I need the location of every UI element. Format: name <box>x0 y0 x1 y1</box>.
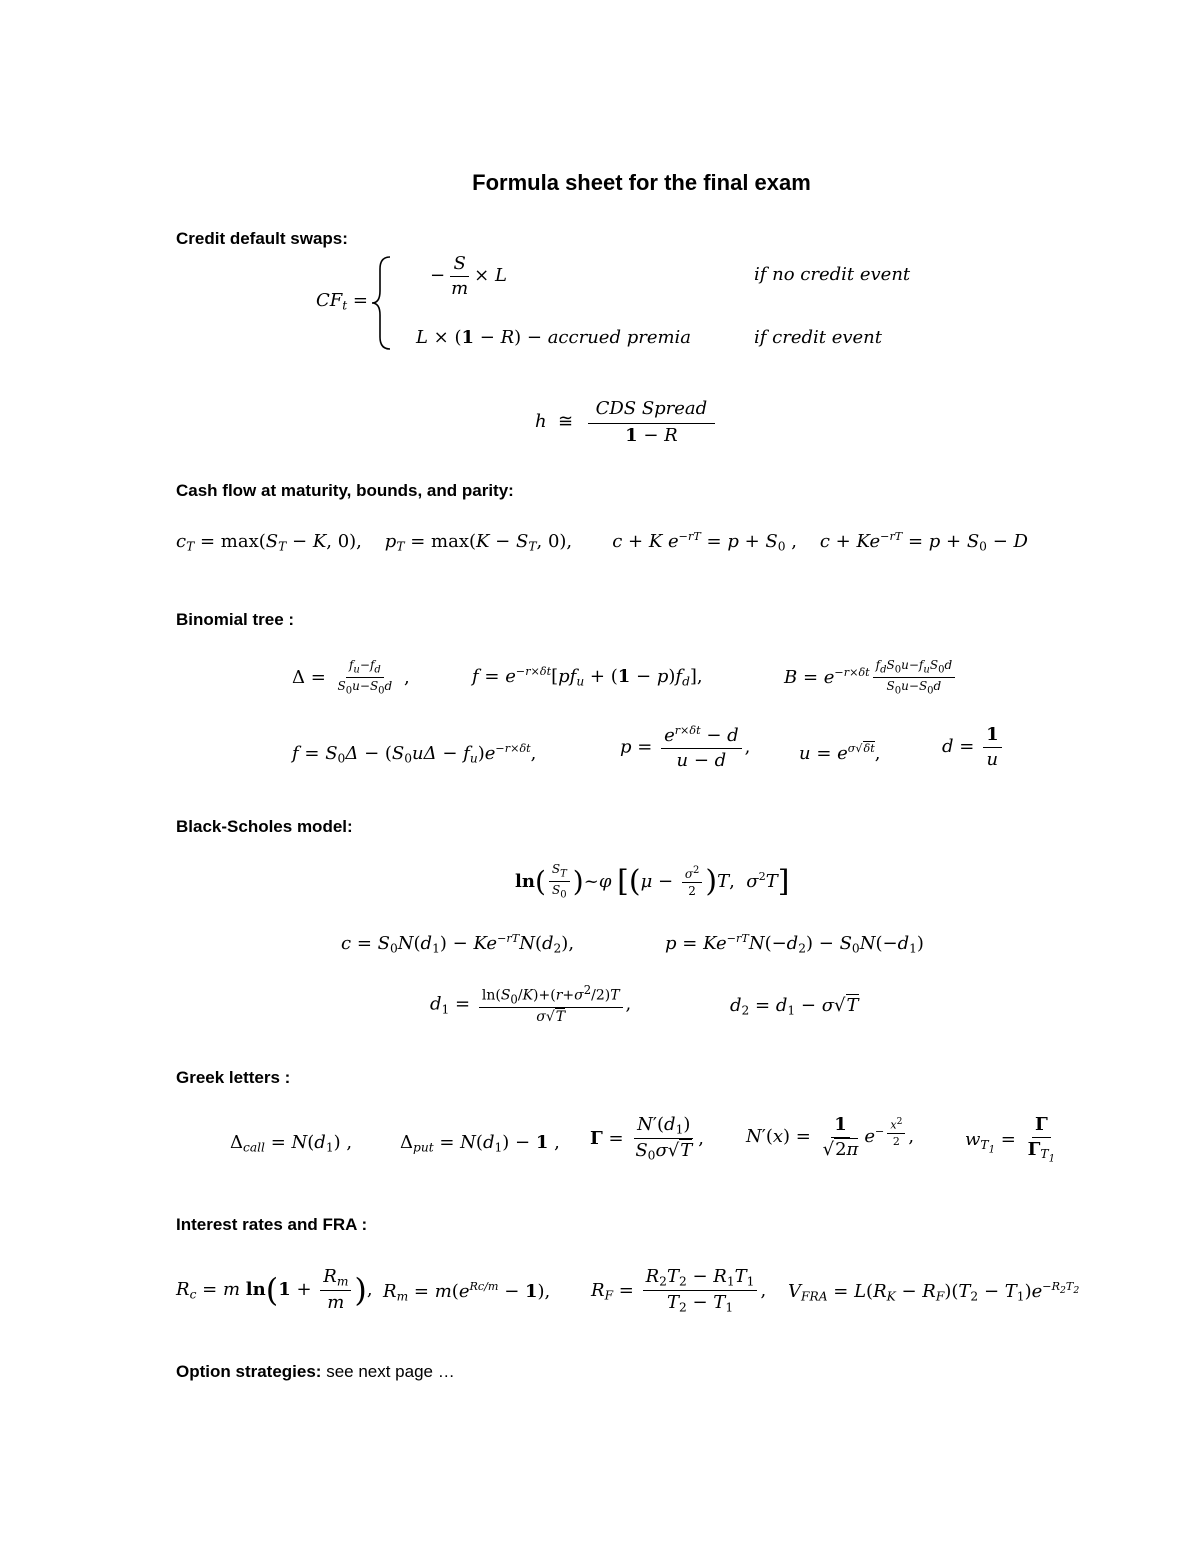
cds-cashflow-lhs: $CF_t$ = <box>316 290 368 313</box>
cds-condition-event: if credit event <box>754 327 883 348</box>
rate-forward: $R_F$ = $\frac{R_2T_2 - R_1T_1}{T_2 - T_1}$ , <box>591 1266 767 1316</box>
binomial-up-factor: $u = e^{\sigma√\delta t}$, <box>799 742 881 764</box>
section-heading-greeks: Greek letters : <box>176 1068 291 1087</box>
bs-d2: $d_2 = d_1 - \sigma√T$ <box>730 995 859 1018</box>
rate-continuous: $R_c = m$ ln(1 + $\frac{R_m}{m}$ ), <box>176 1266 373 1314</box>
fra-value: $V_{FRA} = L(R_K - R_F)(T_2 - T_1)e^{-R_2T_2}$ <box>788 1280 1080 1304</box>
bs-lognormal: ln( $\frac{S_T}{S_0}$ )~φ [(μ − $\frac{\sigma^2}{2}$ )T, $\sigma^2T$] <box>515 862 790 901</box>
section-heading-binomial: Binomial tree : <box>176 610 295 629</box>
greek-normal-density: N′(x) = $\frac{1}{√2\pi}$ $e^{- \frac{x^2}{2}}$ , <box>746 1114 915 1160</box>
bs-put-price: $p = Ke^{-rT}N(-d_2) - S_0N(-d_1)$ <box>665 932 924 956</box>
cds-accrued-premia: accrued premia <box>547 327 692 348</box>
greek-gamma: Γ = $\frac{N'(d_1)}{S_0\sigma√T}$ , <box>590 1114 704 1164</box>
greek-delta-put: $\Delta_{put} = N(d_1) - 1$ , <box>400 1132 560 1155</box>
greek-hedge-weight: $w_{T_1}$ = $\frac{\Gamma}{\Gamma_{T_1}}$ <box>965 1114 1056 1165</box>
section-heading-options: Option strategies: <box>176 1362 322 1381</box>
binomial-option-value: $f = e^{-r\times\delta t}[pf_u + (1 - p)f_d]$, <box>472 665 703 689</box>
section-heading-cds: Credit default swaps: <box>176 229 348 248</box>
options-see-next-page: see next page … <box>321 1362 455 1381</box>
greek-delta-call: $\Delta_{call} = N(d_1)$ , <box>230 1132 353 1155</box>
hazard-rate-formula: h ≅ $\frac{\text{CDS Spread}}{1 - R}$ <box>535 398 718 446</box>
binomial-replication: $f = S_0\Delta - (S_0u\Delta - f_u)e^{-r\times\delta t}$, <box>292 742 537 766</box>
cds-payoff-formula: L × (1 − R) − accrued premia <box>416 327 692 348</box>
cds-premium-formula: − $\frac{S}{m}$ × L <box>430 253 507 299</box>
cds-condition-no-event: if no credit event <box>754 264 911 285</box>
binomial-bond: $B = e^{-r\times\delta t}$ $\frac{f_dS_0u-f_uS_0d}{S_0u-S_0d}$ <box>784 658 958 698</box>
cds-spread-label: CDS Spread <box>588 398 716 424</box>
left-brace-icon <box>368 253 398 353</box>
binomial-delta: Δ = $\frac{f_u-f_d}{S_0u-S_0d}$ , <box>292 658 410 697</box>
section-heading-interest: Interest rates and FRA : <box>176 1215 368 1234</box>
bs-d1: $d_1$ = $\frac{\ln(S_0/K)+(r+\sigma^2/2)T}{\sigma√T}$ , <box>430 983 632 1026</box>
page-title: Formula sheet for the final exam <box>472 170 811 195</box>
bs-call-price: $c = S_0N(d_1) - Ke^{-rT}N(d_2)$, <box>341 932 575 956</box>
rate-compounded: $R_m = m(e^{Rc/m} - 1)$, <box>383 1280 551 1304</box>
section-heading-blackscholes: Black-Scholes model: <box>176 817 353 836</box>
binomial-probability: p = $\frac{e^{r\times\delta t} - d}{u - d}$ , <box>620 724 751 771</box>
binomial-down-factor: d = $\frac{1}{u}$ <box>942 724 1005 770</box>
payoff-parity-formulas: $c_T = \max(S_T - K$, 0), $p_T = \max(K - S_T$, 0), c + K $e^{-rT} = p + S_0$ , $c + Ke^{-rT} = p + S_0 - D$ <box>176 530 1028 554</box>
section-heading-cashflow: Cash flow at maturity, bounds, and parity: <box>176 481 514 500</box>
option-strategies-line <box>176 1362 455 1382</box>
